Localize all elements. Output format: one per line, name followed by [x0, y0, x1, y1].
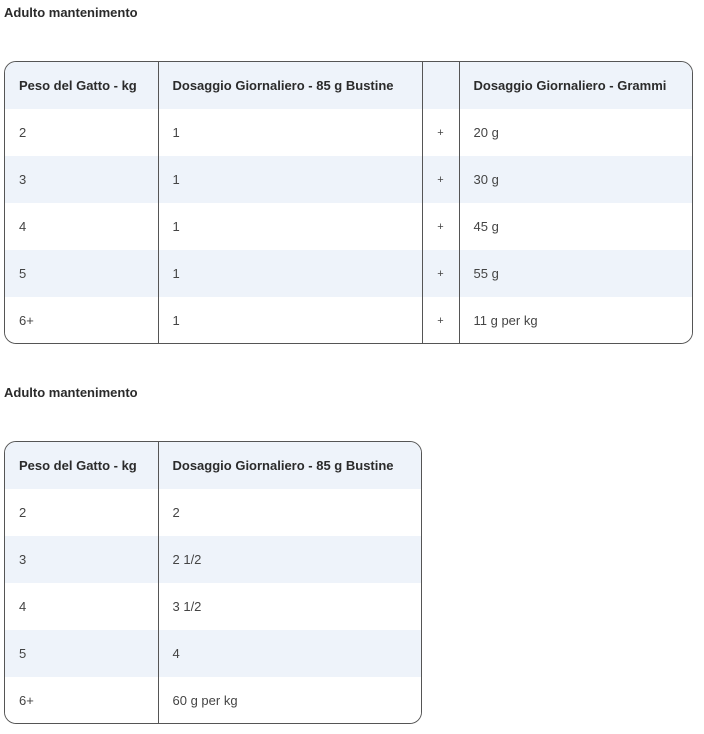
cell-pouches: 60 g per kg: [158, 677, 421, 724]
header-plus: [422, 62, 459, 109]
cell-weight: 6+: [5, 297, 158, 344]
table-header-row: [5, 62, 692, 109]
header-pouch-dosage: Dosaggio Giornaliero - 85 g Bustine: [158, 442, 421, 489]
cell-weight: 2: [5, 489, 158, 536]
cell-weight: 5: [5, 630, 158, 677]
cell-pouches: 3 1/2: [158, 583, 421, 630]
table-row: [5, 297, 692, 344]
cell-weight: 2: [5, 109, 158, 156]
table-row: [5, 203, 692, 250]
cell-grams: 11 g per kg: [459, 297, 692, 344]
table-row: [5, 250, 692, 297]
cell-grams: 55 g: [459, 250, 692, 297]
cell-plus: +: [422, 156, 459, 203]
cell-weight: 3: [5, 156, 158, 203]
cell-pouches: 4: [158, 630, 421, 677]
cell-weight: 4: [5, 583, 158, 630]
cell-pouches: 1: [158, 250, 422, 297]
cell-grams: 30 g: [459, 156, 692, 203]
cell-weight: 4: [5, 203, 158, 250]
cell-plus: +: [422, 203, 459, 250]
cell-grams: 45 g: [459, 203, 692, 250]
table-row: [5, 109, 692, 156]
dosage-table-wet-only: [4, 441, 422, 724]
table-row: [5, 630, 421, 677]
header-grams-dosage: Dosaggio Giornaliero - Grammi: [459, 62, 692, 109]
dosage-table-wet-dry: [4, 61, 693, 344]
table-row: [5, 156, 692, 203]
table-row: [5, 489, 421, 536]
cell-weight: 3: [5, 536, 158, 583]
cell-plus: +: [422, 250, 459, 297]
header-cat-weight: Peso del Gatto - kg: [5, 442, 158, 489]
header-cat-weight: Peso del Gatto - kg: [5, 62, 158, 109]
cell-pouches: 1: [158, 109, 422, 156]
header-pouch-dosage: Dosaggio Giornaliero - 85 g Bustine: [158, 62, 422, 109]
cell-plus: +: [422, 297, 459, 344]
cell-pouches: 2 1/2: [158, 536, 421, 583]
cell-grams: 20 g: [459, 109, 692, 156]
cell-plus: +: [422, 109, 459, 156]
table-row: [5, 583, 421, 630]
cell-pouches: 1: [158, 156, 422, 203]
cell-weight: 6+: [5, 677, 158, 724]
cell-pouches: 1: [158, 297, 422, 344]
cell-pouches: 1: [158, 203, 422, 250]
cell-weight: 5: [5, 250, 158, 297]
table-header-row: [5, 442, 421, 489]
table-row: [5, 677, 421, 724]
section-title: Adulto mantenimento: [4, 385, 138, 400]
table-row: [5, 536, 421, 583]
section-title: Adulto mantenimento: [4, 5, 138, 20]
cell-pouches: 2: [158, 489, 421, 536]
